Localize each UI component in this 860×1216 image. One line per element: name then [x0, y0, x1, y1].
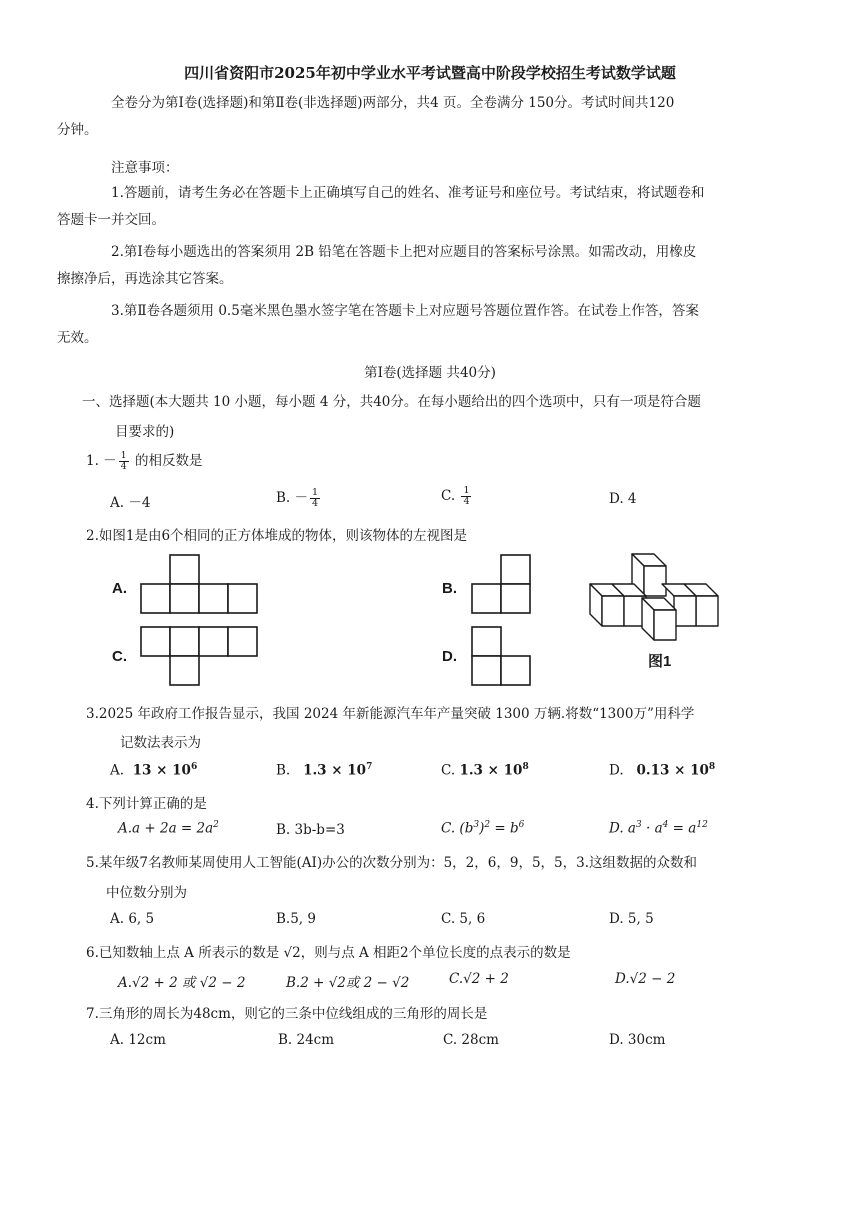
q4-d-e1: 3	[635, 820, 642, 830]
q4-d-mid: · a	[641, 820, 663, 837]
note-1-line-1: 1.答题前，请考生务必在答题卡上正确填写自己的姓名、准考证号和座位号。考试结束，将试题卷和	[111, 185, 705, 201]
q2-option-a-figure	[140, 554, 262, 616]
q4-option-a	[118, 820, 219, 837]
q2-label-c: C.	[112, 648, 127, 665]
question-1	[86, 449, 203, 472]
q6-option-c: C.√2 + 2	[449, 971, 509, 987]
q2-option-d-figure	[471, 626, 535, 688]
page-title: 四川省资阳市2025年初中学业水平考试暨高中阶段学校招生考试数学试题	[184, 64, 676, 82]
note-2	[57, 239, 786, 293]
question-3-line-2: 记数法表示为	[120, 735, 201, 751]
question-2: 2.如图1是由6个相同的正方体堆成的物体，则该物体的左视图是	[86, 528, 468, 544]
section-1-line-2: 目要求的)	[115, 424, 175, 440]
q2-label-d: D.	[442, 648, 457, 665]
question-3-line-1: 3.2025 年政府工作报告显示，我国 2024 年新能源汽车年产量突破 1300 万辆.将数“1300万”用科学	[86, 706, 695, 722]
q1-b-num: 1	[312, 487, 319, 498]
notice-heading: 注意事项：	[111, 160, 179, 176]
q1-frac-den: 4	[120, 461, 127, 472]
q4-c-e2: 2	[484, 820, 491, 830]
q4-option-c	[441, 820, 524, 837]
q3-b-exp: 7	[366, 762, 373, 772]
note-1-line-2: 答题卡一并交回。	[57, 212, 165, 228]
q4-c-e3: 6	[518, 820, 525, 830]
q1-c-prefix: C.	[441, 488, 456, 504]
q4-c-post: = b	[490, 820, 519, 837]
q6-option-d: D.√2 − 2	[615, 971, 676, 987]
note-1	[57, 180, 786, 234]
intro-paragraph	[57, 90, 786, 144]
q5-option-c: C. 5, 6	[441, 911, 486, 927]
note-3-line-1: 3.第Ⅱ卷各题须用 0.5毫米黑色墨水签字笔在答题卡上对应题号答题位置作答。在试卷上作答，答案	[111, 303, 699, 319]
q4-option-d	[609, 820, 708, 837]
intro-line-2: 分钟。	[57, 122, 98, 138]
q6-option-b: B.2 + √2或 2 − √2	[286, 975, 410, 991]
q3-c-prefix: C.	[441, 762, 456, 779]
q1-c-num: 1	[463, 485, 470, 496]
q4-c-mid: )	[479, 820, 485, 837]
q4-c-e1: 3	[473, 820, 480, 830]
question-5-line-1: 5.某年级7名教师某周使用人工智能(AI)办公的次数分别为：5，2，6，9，5，5，3.这组数据的众数和	[86, 855, 697, 871]
q3-option-b	[276, 762, 372, 779]
q1-fraction	[119, 451, 129, 472]
question-6: 6.已知数轴上点 A 所表示的数是 √2，则与点 A 相距2个单位长度的点表示的数是	[86, 945, 571, 961]
q3-option-d	[609, 762, 715, 779]
q4-d-post: = a	[668, 820, 697, 837]
q2-option-c-figure	[140, 626, 262, 688]
q6-option-a: A.√2 + 2 或 √2 − 2	[118, 975, 246, 991]
q1-option-a: A. －4	[110, 495, 151, 511]
q7-option-d: D. 30cm	[609, 1032, 666, 1048]
part-1-heading: 第Ⅰ卷(选择题 共40分)	[364, 365, 496, 381]
q3-a-prefix: A.	[110, 762, 125, 779]
q5-option-a: A. 6, 5	[110, 911, 155, 927]
q3-c-value: 1.3 × 10	[459, 762, 523, 779]
note-3	[57, 298, 786, 352]
q1-b-prefix: B. －	[276, 490, 309, 506]
q7-option-a: A. 12cm	[110, 1032, 166, 1048]
note-2-line-1: 2.第Ⅰ卷每小题选出的答案须用 2B 铅笔在答题卡上把对应题目的答案标号涂黑。如需改动，用橡皮	[111, 244, 697, 260]
q3-d-value: 0.13 × 10	[636, 762, 709, 779]
q3-b-value: 1.3 × 10	[303, 762, 367, 779]
q3-option-a	[110, 762, 197, 779]
q4-d-pre: D. a	[609, 820, 636, 837]
q4-d-e2: 4	[662, 820, 669, 830]
q1-suffix: 的相反数是	[135, 453, 203, 469]
question-5-line-2: 中位数分别为	[106, 885, 187, 901]
q1-c-fraction	[461, 486, 471, 507]
q2-label-b: B.	[442, 580, 457, 597]
q1-option-b	[276, 486, 322, 509]
q1-option-d: D. 4	[609, 491, 637, 507]
q1-frac-num: 1	[120, 450, 127, 461]
figure-1-label: 图1	[648, 653, 672, 670]
q4-c-pre: C. (b	[441, 820, 474, 837]
q2-label-a: A.	[112, 580, 127, 597]
q7-option-b: B. 24cm	[278, 1032, 335, 1048]
q3-d-exp: 8	[708, 762, 716, 772]
q3-c-exp: 8	[522, 762, 529, 772]
q1-b-fraction	[310, 488, 320, 509]
q4-option-b: B. 3b-b=3	[276, 822, 345, 838]
intro-line-1: 全卷分为第Ⅰ卷(选择题)和第Ⅱ卷(非选择题)两部分，共4 页。全卷满分 150分。考试时间共120	[111, 95, 675, 111]
note-3-line-2: 无效。	[57, 330, 98, 346]
question-7: 7.三角形的周长为48cm，则它的三条中位线组成的三角形的周长是	[86, 1006, 488, 1022]
q7-option-c: C. 28cm	[443, 1032, 499, 1048]
figure-1-cube-stack	[588, 552, 730, 648]
q5-option-d: D. 5, 5	[609, 911, 654, 927]
q4-a-text: A.a + 2a = 2a	[118, 820, 214, 837]
q4-d-e3: 12	[696, 820, 708, 830]
q3-a-value: 13 × 10	[132, 762, 191, 779]
q3-option-c	[441, 762, 529, 779]
q1-c-den: 4	[463, 496, 470, 507]
question-4: 4.下列计算正确的是	[86, 796, 207, 812]
section-1-line-1: 一、选择题(本大题共 10 小题，每小题 4 分，共40分。在每小题给出的四个选项中，只有一项是符合题	[82, 394, 701, 410]
q3-a-exp: 6	[190, 762, 198, 772]
q1-option-c	[441, 486, 473, 507]
q4-a-exp: 2	[213, 820, 219, 830]
q3-d-prefix: D.	[609, 762, 624, 779]
q5-option-b: B.5, 9	[276, 911, 316, 927]
q2-option-b-figure	[471, 554, 535, 616]
q1-b-den: 4	[312, 498, 319, 509]
note-2-line-2: 擦擦净后，再选涂其它答案。	[57, 271, 233, 287]
q1-prefix: 1. －	[86, 453, 117, 469]
q3-b-prefix: B.	[276, 762, 291, 779]
